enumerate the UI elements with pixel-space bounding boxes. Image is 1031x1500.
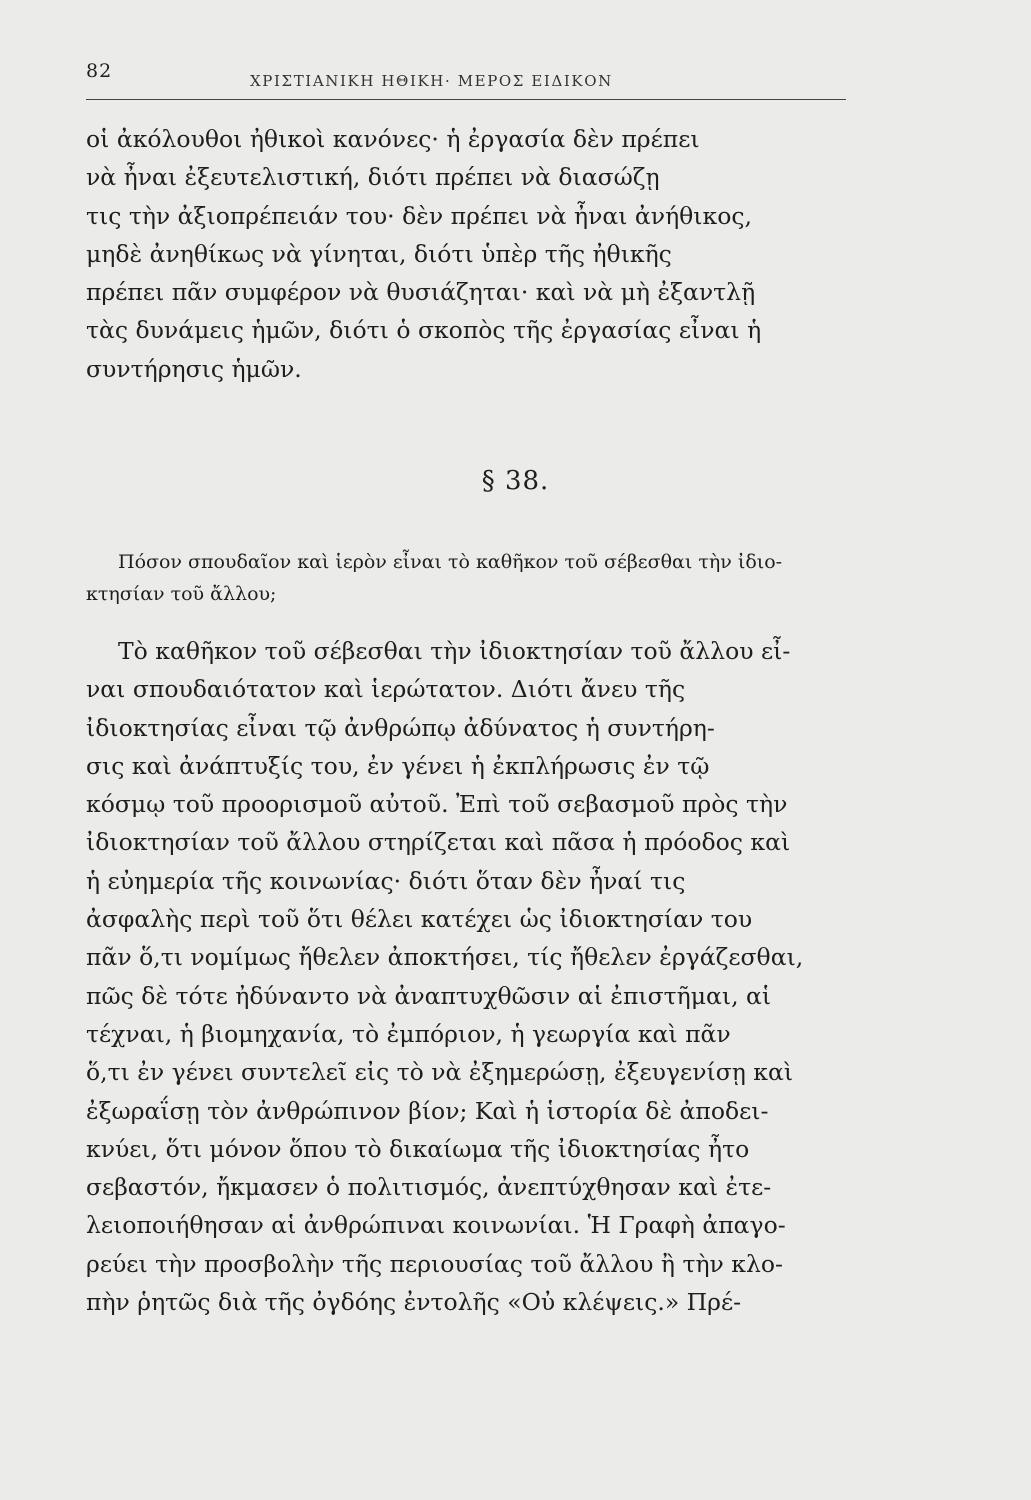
text-line: ὅ,τι ἐν γένει συντελεῖ εἰς τὸ νὰ ἐξημερώσῃ, ἐξευγενίσῃ καὶ — [86, 1058, 794, 1087]
text-line: πῶς δὲ τότε ἠδύναντο νὰ ἀναπτυχθῶσιν αἱ ἐπιστῆμαι, αἱ — [86, 981, 772, 1010]
text-line: πρέπει πᾶν συμφέρον νὰ θυσιάζηται· καὶ νὰ μὴ ἐξαντλῇ — [86, 278, 756, 307]
paragraph-2 — [86, 632, 848, 1321]
text-line: Τὸ καθῆκον τοῦ σέβεσθαι τὴν ἰδιοκτησίαν τοῦ ἄλλου εἶ- — [118, 637, 791, 665]
running-title: ΧΡΙΣΤΙΑΝΙΚΗ ΗΘΙΚΗ· ΜΕΡΟΣ ΕΙΔΙΚΟΝ — [250, 72, 613, 90]
text-line: συντήρησις ἡμῶν. — [86, 354, 302, 383]
text-line: σεβαστόν, ἤκμασεν ὁ πολιτισμός, ἀνεπτύχθησαν καὶ ἐτε- — [86, 1173, 772, 1202]
text-line: νὰ ἦναι ἐξευτελιστική, διότι πρέπει νὰ διασώζῃ — [86, 163, 660, 192]
section-heading: § 38. — [481, 466, 550, 496]
section-question — [86, 546, 848, 610]
text-line: κόσμῳ τοῦ προορισμοῦ αὐτοῦ. Ἐπὶ τοῦ σεβασμοῦ πρὸς τὴν — [86, 790, 788, 819]
question-line: Πόσον σπουδαῖον καὶ ἱερὸν εἶναι τὸ καθῆκον τοῦ σέβεσθαι τὴν ἰδιο- — [118, 551, 783, 573]
text-line: σις καὶ ἀνάπτυξίς του, ἐν γένει ἡ ἐκπλήρωσις ἐν τῷ — [86, 751, 710, 780]
text-line: οἱ ἀκόλουθοι ἠθικοὶ κανόνες· ἡ ἐργασία δὲν πρέπει — [86, 125, 700, 153]
text-line: πὴν ῥητῶς διὰ τῆς ὀγδόης ἐντολῆς «Οὐ κλέψεις.» Πρέ- — [86, 1288, 742, 1317]
text-line: ἐξωραΐσῃ τὸν ἀνθρώπινον βίον; Καὶ ἡ ἱστορία δὲ ἀποδει- — [86, 1096, 769, 1125]
text-line: ἡ εὐημερία τῆς κοινωνίας· διότι ὅταν δὲν ἦναί τις — [86, 866, 686, 895]
page-number: 82 — [86, 60, 113, 82]
text-line: ναι σπουδαιότατον καὶ ἱερώτατον. Διότι ἄνευ τῆς — [86, 675, 686, 704]
paragraph-1 — [86, 120, 848, 388]
text-line: τὰς δυνάμεις ἡμῶν, διότι ὁ σκοπὸς τῆς ἐργασίας εἶναι ἡ — [86, 316, 762, 345]
text-line: λειοποιήθησαν αἱ ἀνθρώπιναι κοινωνίαι. Ἡ Γραφὴ ἀπαγο- — [86, 1211, 786, 1240]
text-line: ἰδιοκτησίας εἶναι τῷ ἀνθρώπῳ ἀδύνατος ἡ συντήρη- — [86, 713, 715, 742]
text-line: πᾶν ὅ,τι νομίμως ἤθελεν ἀποκτήσει, τίς ἤθελεν ἐργάζεσθαι, — [86, 943, 804, 972]
text-line: ἰδιοκτησίαν τοῦ ἄλλου στηρίζεται καὶ πᾶσα ἡ πρόοδος καὶ — [86, 828, 791, 857]
text-line: μηδὲ ἀνηθίκως νὰ γίνηται, διότι ὑπὲρ τῆς ἠθικῆς — [86, 239, 672, 268]
text-line: τέχναι, ἡ βιομηχανία, τὸ ἐμπόριον, ἡ γεωργία καὶ πᾶν — [86, 1019, 731, 1048]
text-line: κνύει, ὅτι μόνον ὅπου τὸ δικαίωμα τῆς ἰδιοκτησίας ἦτο — [86, 1134, 750, 1163]
text-line: τις τὴν ἀξιοπρέπειάν του· δὲν πρέπει νὰ ἦναι ἀνήθικος, — [86, 201, 752, 230]
question-line: κτησίαν τοῦ ἄλλου; — [86, 583, 277, 605]
text-line: ἀσφαλὴς περὶ τοῦ ὅτι θέλει κατέχει ὡς ἰδιοκτησίαν του — [86, 905, 753, 934]
text-line: ρεύει τὴν προσβολὴν τῆς περιουσίας τοῦ ἄλλου ἢ τὴν κλο- — [86, 1249, 783, 1278]
header-rule — [86, 99, 846, 100]
